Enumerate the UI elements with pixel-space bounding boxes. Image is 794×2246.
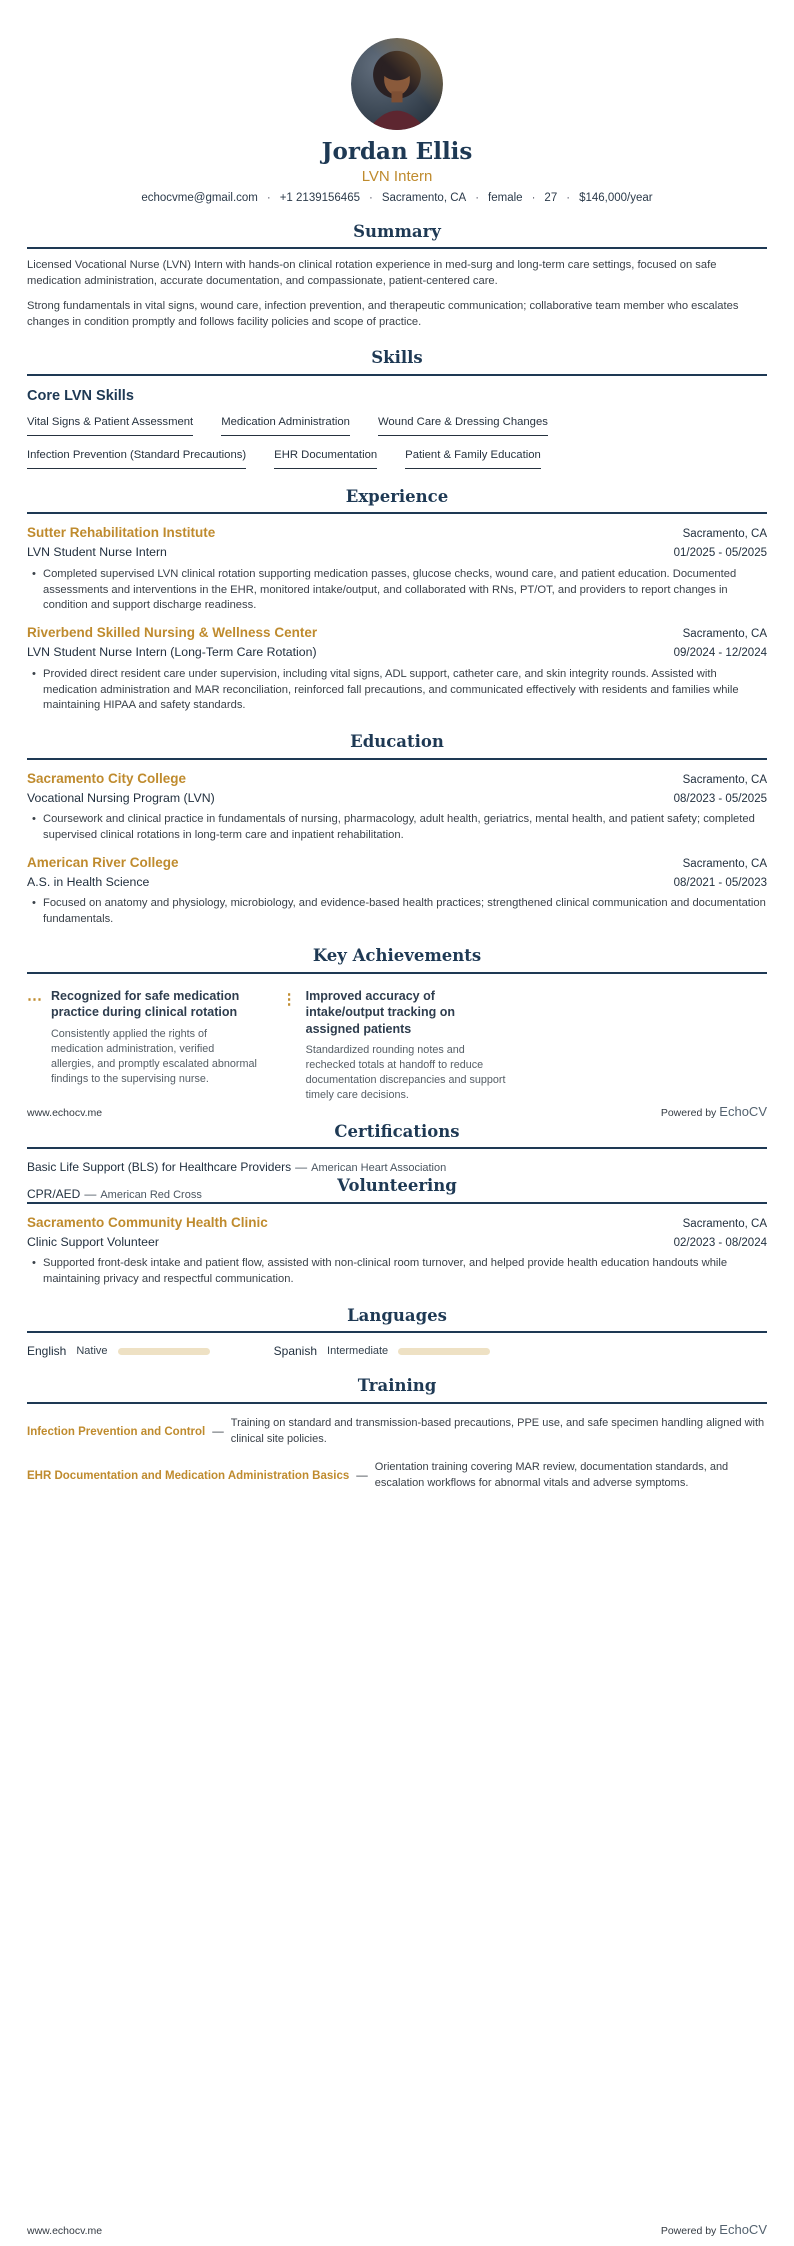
brand-name: EchoCV: [719, 1104, 767, 1119]
website-link[interactable]: www.echocv.me: [27, 2225, 103, 2237]
skill-list: [27, 416, 767, 469]
skills-group-title: Core LVN Skills: [27, 387, 134, 404]
education-bullet: • Focused on anatomy and physiology, microbiology, and evidence-based health practices; strengthened clinical communication and documentation fundamentals.: [43, 896, 767, 928]
education-bullets: [27, 812, 767, 844]
volunteer-role: Clinic Support Volunteer: [27, 1234, 159, 1249]
skill-item: EHR Documentation: [274, 449, 377, 469]
job-role: LVN Student Nurse Intern: [27, 545, 167, 560]
school-location: Sacramento, CA: [682, 773, 767, 786]
section-training: [27, 1376, 767, 1491]
skills-heading: Skills: [27, 348, 767, 376]
experience-bullet: • Provided direct resident care under supervision, including vital signs, ADL support, catheter care, and skin integrity rounds. Assisted with medication administration and MAR reconciliation, reinforced fall precautions, and communicated effectively with residents and families while maintaining HIPAA and safety standards.: [43, 667, 767, 715]
company-name: Riverbend Skilled Nursing & Wellness Center: [27, 625, 318, 641]
experience-entry-header: [27, 625, 767, 642]
organization-name: Sacramento Community Health Clinic: [27, 1214, 268, 1230]
volunteering-bullets: [27, 1256, 767, 1288]
section-experience: [27, 487, 767, 715]
candidate-title: LVN Intern: [361, 167, 433, 185]
training-description: Training on standard and transmission-based precautions, PPE use, and safe specimen handling aligned with clinical site policies.: [230, 1416, 765, 1445]
section-summary: [27, 222, 767, 331]
education-heading: Education: [27, 732, 767, 760]
summary-body: [27, 257, 767, 330]
profile-photo-image: [351, 38, 443, 130]
contact-email: echocvme@gmail.com: [141, 191, 258, 204]
certification-issuer: American Red Cross: [100, 1188, 202, 1201]
certifications-heading: Certifications: [27, 1122, 767, 1150]
experience-entry: [27, 625, 767, 714]
company-location: Sacramento, CA: [682, 528, 767, 541]
language-proficiency-bar: [118, 1348, 210, 1355]
languages-heading: Languages: [27, 1306, 767, 1334]
education-bullets: [27, 896, 767, 928]
summary-paragraph: Licensed Vocational Nurse (LVN) Intern with hands-on clinical rotation experience in med-surg and long-term care settings, focused on safe medication administration, accurate documentation, and compassionate, patient-centered care.: [27, 259, 717, 288]
language-item: [27, 1344, 274, 1358]
volunteer-dates: 02/2023 - 08/2024: [673, 1236, 767, 1249]
language-level: Native: [76, 1345, 108, 1358]
volunteering-entry: [27, 1215, 767, 1288]
experience-entry-header: [27, 525, 767, 542]
section-education: [27, 732, 767, 928]
achievement-item: [282, 988, 513, 1104]
education-bullet: • Coursework and clinical practice in fundamentals of nursing, pharmacology, adult health, geriatrics, mental health, and patient safety; completed supervised clinical rotations in long-term care and inpatient rehabilitation.: [43, 812, 767, 844]
ellipsis-vertical-icon: ⋮: [281, 990, 297, 1008]
summary-paragraph: Strong fundamentals in vital signs, wound care, infection prevention, and therapeutic communication; collaborative team member who escalates changes in condition promptly and follows facility policies and scope of practice.: [27, 299, 739, 328]
contact-line: [27, 192, 767, 204]
job-role: LVN Student Nurse Intern (Long-Term Care Rotation): [27, 645, 317, 660]
experience-bullet: • Completed supervised LVN clinical rotation supporting medication passes, glucose checks, wound care, and patient education. Documented assessments and interventions in the EHR, monitored intake/output, and collaborated with RNs, PT/OT, and providers to report changes in condition and support discharge readiness.: [43, 567, 767, 615]
candidate-name: Jordan Ellis: [321, 138, 473, 165]
experience-bullets: [27, 567, 767, 615]
section-volunteering: [27, 1176, 767, 1288]
powered-by-text: Powered by: [660, 2225, 717, 2237]
achievement-content: [51, 988, 258, 1087]
contact-phone: · +1 2139156465: [258, 192, 360, 204]
language-level: Intermediate: [327, 1345, 389, 1358]
education-dates: 08/2023 - 05/2025: [673, 792, 767, 805]
brand-name: EchoCV: [719, 2222, 767, 2237]
school-name: American River College: [27, 854, 179, 870]
training-item: [27, 1416, 767, 1448]
achievement-title: Recognized for safe medication practice during clinical rotation: [51, 988, 240, 1020]
language-name: English: [27, 1344, 67, 1359]
education-dates: 08/2021 - 05/2023: [673, 876, 767, 889]
skill-item: Wound Care & Dressing Changes: [378, 416, 548, 436]
education-entry-subheader: [27, 788, 767, 806]
training-course-name: EHR Documentation and Medication Administration Basics: [27, 1469, 350, 1482]
certification-name: Basic Life Support (BLS) for Healthcare Providers: [27, 1160, 292, 1175]
volunteering-heading: Volunteering: [27, 1176, 767, 1204]
ellipsis-horizontal-icon: ⋯: [27, 990, 42, 1008]
page-2-content: [27, 1176, 767, 1492]
training-course-name: Infection Prevention and Control: [27, 1425, 206, 1438]
section-languages: [27, 1306, 767, 1359]
training-item: [27, 1460, 767, 1492]
training-separator: —: [212, 1425, 224, 1438]
skill-item: Infection Prevention (Standard Precautions): [27, 449, 246, 469]
experience-entry-subheader: [27, 542, 767, 560]
degree-name: Vocational Nursing Program (LVN): [27, 790, 215, 805]
website-link[interactable]: www.echocv.me: [27, 1107, 103, 1119]
certification-item: [27, 1160, 767, 1176]
contact-salary: · $146,000/year: [557, 192, 652, 204]
resume-header: [27, 0, 767, 204]
skill-item: Patient & Family Education: [405, 449, 541, 469]
key-achievements-heading: Key Achievements: [27, 946, 767, 974]
certification-separator: —: [84, 1186, 97, 1201]
contact-location: · Sacramento, CA: [360, 192, 466, 204]
training-heading: Training: [27, 1376, 767, 1404]
powered-by-link[interactable]: [661, 1104, 767, 1119]
achievement-content: [306, 988, 513, 1104]
experience-entry: [27, 525, 767, 614]
education-entry: [27, 771, 767, 844]
achievements-grid: [27, 988, 767, 1104]
school-name: Sacramento City College: [27, 770, 187, 786]
page-1-footer: [27, 1104, 767, 1119]
achievement-description: Standardized rounding notes and rechecked totals at handoff to reduce documentation discrepancies and support timely care decisions.: [305, 1044, 506, 1102]
degree-name: A.S. in Health Science: [27, 874, 150, 889]
profile-photo: [351, 38, 443, 130]
education-entry-subheader: [27, 872, 767, 890]
language-proficiency-bar: [398, 1348, 490, 1355]
certification-name: CPR/AED: [27, 1186, 81, 1201]
experience-bullets: [27, 667, 767, 715]
certification-separator: —: [295, 1160, 308, 1175]
company-location: Sacramento, CA: [682, 628, 767, 641]
powered-by-link[interactable]: [661, 2222, 767, 2237]
volunteering-bullet: • Supported front-desk intake and patient flow, assisted with non-clinical room turnover, and helped provide health education handouts while maintaining privacy and respectful communication.: [43, 1256, 767, 1288]
experience-entry-subheader: [27, 642, 767, 660]
organization-location: Sacramento, CA: [682, 1217, 767, 1230]
language-name: Spanish: [273, 1344, 318, 1359]
education-entry: [27, 855, 767, 928]
section-key-achievements: [27, 946, 767, 1104]
contact-gender: · female: [466, 192, 522, 204]
language-item: [274, 1344, 521, 1358]
achievement-title: Improved accuracy of intake/output tracking on assigned patients: [305, 988, 455, 1036]
job-dates: 01/2025 - 05/2025: [673, 547, 767, 560]
skill-item: Vital Signs & Patient Assessment: [27, 416, 193, 436]
powered-by-text: Powered by: [660, 1107, 717, 1119]
section-skills: [27, 348, 767, 469]
training-description: Orientation training covering MAR review, documentation standards, and escalation workflows for abnormal vitals and adverse symptoms.: [374, 1460, 729, 1489]
language-list: [27, 1344, 767, 1358]
certification-issuer: American Heart Association: [311, 1162, 447, 1175]
job-dates: 09/2024 - 12/2024: [673, 647, 767, 660]
volunteering-entry-header: [27, 1215, 767, 1232]
page-1-content: [27, 0, 767, 1202]
achievement-item: [27, 988, 258, 1104]
education-entry-header: [27, 771, 767, 788]
contact-age: · 27: [523, 192, 558, 204]
school-location: Sacramento, CA: [682, 857, 767, 870]
experience-heading: Experience: [27, 487, 767, 515]
achievement-description: Consistently applied the rights of medication administration, verified allergies, and promptly escalated abnormal findings to the supervising nurse.: [51, 1027, 257, 1085]
education-entry-header: [27, 855, 767, 872]
summary-heading: Summary: [27, 222, 767, 250]
volunteering-entry-subheader: [27, 1232, 767, 1250]
skill-item: Medication Administration: [221, 416, 350, 436]
training-separator: —: [356, 1469, 368, 1482]
page-2-footer: [27, 2222, 767, 2237]
company-name: Sutter Rehabilitation Institute: [27, 525, 216, 541]
